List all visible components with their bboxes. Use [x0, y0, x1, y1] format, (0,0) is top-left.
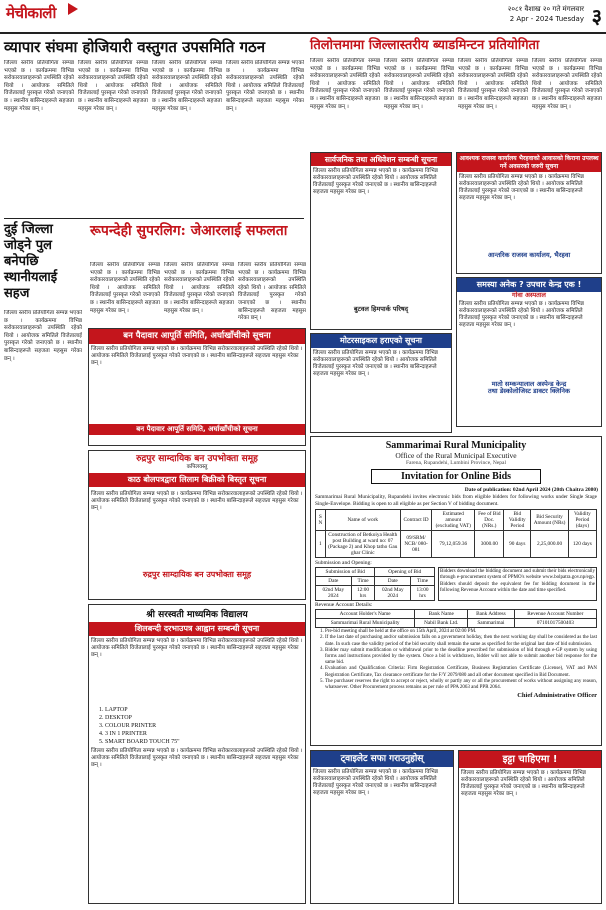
- notice-title: काठ बोलपत्रद्वारा लिलाम बिक्रीको बिस्तृत सूचना: [89, 473, 305, 487]
- public-notice: [456, 152, 602, 274]
- table-header-cell: Revenue Account Number: [514, 610, 596, 619]
- hospital-ad: [456, 277, 602, 427]
- table-cell: 07101017500403: [514, 619, 596, 628]
- table-header-cell: Bank Address: [468, 610, 515, 619]
- submission-block: [311, 567, 601, 601]
- notice-conditions: जिल्ला स्तरीय प्रतियोगिता सम्पन्न भएको छ । कार्यक्रममा विभिन्न सरोकारवालाहरूको उपस्थिति रहेको थियो । आयोजक समितिले विजेतालाई पुरस्कृत गरेको जनाएको छ । स्थानीय बासिन्दाहरूले सहजता महसुस गरेका छन् ।: [91, 748, 303, 768]
- article-headline: व्यापार संघमा होजियारी वस्तुगत उपसमिति गठन: [4, 38, 266, 56]
- public-notice: [310, 333, 452, 433]
- table-cell: 1: [316, 531, 326, 558]
- table-cell: 02nd May 2024: [316, 586, 352, 601]
- table-header-cell: Bid Validity Period: [504, 510, 531, 531]
- table-cell: 2,25,000.00: [531, 531, 569, 558]
- list-item: 4. 3 IN 1 PRINTER: [105, 730, 305, 738]
- tender-point: 4. Evaluation and Qualification Criteria: Firm Registration Certificate, Business Registration Certificate (License), VAT and PAN Registration Certificate, Tax clearance certificate for the F/Y 2079/080 and all other document specified in Bid Document.: [325, 666, 597, 678]
- newspaper-logo: [6, 3, 88, 29]
- masthead: [0, 0, 606, 34]
- article-body: जिल्ला स्तरीय प्रतियोगिता सम्पन्न भएको छ । कार्यक्रममा विभिन्न सरोकारवालाहरूको उपस्थिति रहेको थियो । आयोजक समितिले विजेतालाई पुरस्कृत गरेको जनाएको छ । स्थानीय बासिन्दाहरूले सहजता महसुस गरेका छन् ।: [164, 262, 234, 314]
- tender-table-wrap: [311, 508, 601, 559]
- table-cell: 13:00 hrs: [411, 586, 435, 601]
- table-header-cell: Time: [411, 577, 435, 586]
- table-cell: 09/SRM/ NCB/ 080-081: [400, 531, 431, 558]
- date-english: 2 Apr - 2024 Tuesday: [509, 15, 584, 23]
- list-item: 5. SMART BOARD TOUCH 75": [105, 738, 305, 746]
- notice-signoff: रुद्रपुर साम्दायिक बन उपभोक्ता समूह: [142, 569, 252, 579]
- table-header-cell: Estimated amount (excluding VAT): [432, 510, 475, 531]
- table-header-cell: Name of work: [325, 510, 400, 531]
- tender-notice: [310, 436, 602, 746]
- submission-heading: Submission and Opening:: [315, 560, 372, 567]
- brick-ad: [458, 750, 602, 904]
- school-notice: [88, 604, 306, 904]
- table-cell: Sammarimai Rural Municipality: [316, 619, 415, 628]
- table-cell: Nabil Bank Ltd.: [415, 619, 468, 628]
- table-cell: 120 days: [568, 531, 596, 558]
- table-cell: 79,12,059.36: [432, 531, 475, 558]
- public-notice: [88, 450, 306, 600]
- article-body: जिल्ला स्तरीय प्रतियोगिता सम्पन्न भएको छ । कार्यक्रममा विभिन्न सरोकारवालाहरूको उपस्थिति रहेको थियो । आयोजक समितिले विजेतालाई पुरस्कृत गरेको जनाएको छ । स्थानीय बासिन्दाहरूले सहजता महसुस गरेका छन् ।: [458, 58, 528, 110]
- ad-body: जिल्ला स्तरीय प्रतियोगिता सम्पन्न भएको छ । कार्यक्रममा विभिन्न सरोकारवालाहरूको उपस्थिति रहेको थियो । आयोजक समितिले विजेतालाई पुरस्कृत गरेको जनाएको छ । स्थानीय बासिन्दाहरूले सहजता महसुस गरेका छन् ।: [459, 301, 584, 328]
- table-header-cell: Account Holder's Name: [316, 610, 415, 619]
- table-header-cell: Fee of Bid Doc. (NRs.): [475, 510, 504, 531]
- table-header-cell: Submission of Bid: [316, 568, 375, 577]
- tender-points: [311, 628, 601, 691]
- table-cell: Construction of Betkoiya Health post Building at ward no: 07 (Package 2) and Khop tatho Gau ghar Clinic: [325, 531, 400, 558]
- table-header-cell: Bid Security Amount (NRs): [531, 510, 569, 531]
- notice-signoff: बुटवल हिमपार्क परिषद्: [353, 305, 409, 313]
- tender-pub-date: Date of publication: 02nd April 2024 (20th Chaitra 2080): [464, 487, 598, 493]
- divider: [4, 218, 304, 219]
- article-headline: दुई जिल्ला जोड्ने पुल बनेपछि स्थानीयलाई सहज: [4, 222, 58, 301]
- date-nepali: २०८१ वैशाख २० गते मंगलवार: [507, 5, 584, 13]
- notice-signoff: आन्तरिक राजस्व कार्यालय, भैरहवा: [487, 251, 571, 259]
- page-number: ३: [591, 4, 602, 28]
- table-cell: 90 days: [504, 531, 531, 558]
- date-box: [508, 4, 584, 24]
- list-item: 2. DESKTOP: [105, 714, 305, 722]
- logo-text: मेचीकाली: [6, 4, 56, 22]
- ad-footer: मातो सम्कन्यालाल अस्पेन्ड केन्द्र: [491, 380, 567, 388]
- ad-body: जिल्ला स्तरीय प्रतियोगिता सम्पन्न भएको छ । कार्यक्रममा विभिन्न सरोकारवालाहरूको उपस्थिति रहेको थियो । आयोजक समितिले विजेतालाई पुरस्कृत गरेको जनाएको छ । स्थानीय बासिन्दाहरूले सहजता महसुस गरेका छन् ।: [313, 769, 438, 796]
- submission-note: Bidders download the bidding document and submit their bids electronically through e-procurement system of PPMO's website www.bolpatra.gov.np/egp. Bidders should deposit the equivalent fee for bidding document in the following Revenue Account within the date and time specified.: [438, 567, 597, 601]
- table-header-cell: Date: [316, 577, 352, 586]
- table-header-cell: Contract ID: [400, 510, 431, 531]
- table-header-row: [316, 510, 597, 531]
- article-body: जिल्ला स्तरीय प्रतियोगिता सम्पन्न भएको छ । कार्यक्रममा विभिन्न सरोकारवालाहरूको उपस्थिति रहेको थियो । आयोजक समितिले विजेतालाई पुरस्कृत गरेको जनाएको छ । स्थानीय बासिन्दाहरूले सहजता महसुस गरेका छन् ।: [226, 60, 304, 112]
- article-body: जिल्ला स्तरीय प्रतियोगिता सम्पन्न भएको छ । कार्यक्रममा विभिन्न सरोकारवालाहरूको उपस्थिति रहेको थियो । आयोजक समितिले विजेतालाई पुरस्कृत गरेको जनाएको छ । स्थानीय बासिन्दाहरूले सहजता महसुस गरेका छन् ।: [238, 262, 306, 322]
- article-headline: रूपन्देही सुपरलिग: जेआरलाई सफलता: [90, 223, 288, 239]
- tender-office: Office of the Rural Municipal Executive: [395, 451, 517, 460]
- submission-table: [315, 567, 435, 601]
- tender-table: [315, 509, 597, 558]
- table-cell: Sammarimai: [468, 619, 515, 628]
- tender-point: 5. The purchaser reserves the right to accept or reject, wholly or partly any or all the procurement of works without assigning any reason, whatsoever. Other Procurement process remains as per rule of PPA 2063 and PPR 2064.: [325, 679, 597, 691]
- article-body: जिल्ला स्तरीय प्रतियोगिता सम्पन्न भएको छ । कार्यक्रममा विभिन्न सरोकारवालाहरूको उपस्थिति रहेको थियो । आयोजक समितिले विजेतालाई पुरस्कृत गरेको जनाएको छ । स्थानीय बासिन्दाहरूले सहजता महसुस गरेका छन् ।: [152, 60, 222, 112]
- notice-body: जिल्ला स्तरीय प्रतियोगिता सम्पन्न भएको छ । कार्यक्रममा विभिन्न सरोकारवालाहरूको उपस्थिति रहेको थियो । आयोजक समितिले विजेतालाई पुरस्कृत गरेको जनाएको छ । स्थानीय बासिन्दाहरूले सहजता महसुस गरेका छन् ।: [91, 638, 303, 658]
- tender-address: Farena, Rupandehi, Lumbini Province, Nepal: [405, 460, 507, 466]
- notice-footer: बन पैदावार आपूर्ति समिति, अर्घाखाँचीको सूचना: [89, 424, 305, 435]
- table-header-cell: S N: [316, 510, 326, 531]
- notice-title: आवश्यक राजस्व कार्यालय भैरहवाको आवासको किराना उपलब्ध गर्ने अवसरको जरुरी सूचना: [457, 153, 601, 172]
- ad-footer: तथा डेस्कोलोजिस्ट डाक्टर क्लिनिक: [488, 387, 570, 395]
- tender-point: 3. Bidder may submit modification or withdrawal prior to the deadline prescribed for submission of bid through e-GP system by using forms and instructions provided by the system. Once a bid is withdrawn, bidder will not able to submit another bid response for the same bid.: [325, 648, 597, 667]
- notice-body: जिल्ला स्तरीय प्रतियोगिता सम्पन्न भएको छ । कार्यक्रममा विभिन्न सरोकारवालाहरूको उपस्थिति रहेको थियो । आयोजक समितिले विजेतालाई पुरस्कृत गरेको जनाएको छ । स्थानीय बासिन्दाहरूले सहजता महसुस गरेका छन् ।: [313, 350, 438, 377]
- article-headline: तिलोत्तमामा जिल्लास्तरीय ब्याडमिन्टन प्रतियोगिता: [310, 38, 540, 53]
- tender-title: Invitation for Online Bids: [371, 469, 541, 484]
- table-row: [316, 531, 597, 558]
- notice-title: शिलबन्दी दरभाउपत्र आह्वान सम्बन्धी सूचना: [89, 622, 305, 636]
- ad-title: ट्वाइलेट सफा गराउनुहोस्: [311, 751, 453, 767]
- list-item: 1. LAPTOP: [105, 706, 305, 714]
- tender-point: 2. If the last date of purchasing and/or submission falls on a government holiday, then the next working day shall be considered as the last date. In such case the validity period of the bid security shall remain the same as specified for the original last date of bid submission.: [325, 635, 597, 647]
- ad-subtitle: गोवा अस्पताल: [512, 291, 546, 299]
- notice-title: मोटरसाइकल हराएको सूचना: [311, 334, 451, 348]
- tender-intro: Sammarimai Rural Municipality, Rupandehi invites electronic bids from eligible bidders for following works under Single Stage Single-Envelope. Bidding is open to all eligible as per Section V of bidding document.: [315, 494, 597, 507]
- notice-body: जिल्ला स्तरीय प्रतियोगिता सम्पन्न भएको छ । कार्यक्रममा विभिन्न सरोकारवालाहरूको उपस्थिति रहेको थियो । आयोजक समितिले विजेतालाई पुरस्कृत गरेको जनाएको छ । स्थानीय बासिन्दाहरूले सहजता महसुस गरेका छन् ।: [91, 491, 303, 511]
- account-table: [315, 609, 597, 628]
- list-item: 3. COLOUR PRINTER: [105, 722, 305, 730]
- ad-body: जिल्ला स्तरीय प्रतियोगिता सम्पन्न भएको छ । कार्यक्रममा विभिन्न सरोकारवालाहरूको उपस्थिति रहेको थियो । आयोजक समितिले विजेतालाई पुरस्कृत गरेको जनाएको छ । स्थानीय बासिन्दाहरूले सहजता महसुस गरेका छन् ।: [461, 770, 586, 797]
- public-notice: [310, 152, 452, 330]
- table-header-cell: Validity Period (days): [568, 510, 596, 531]
- article-body: जिल्ला स्तरीय प्रतियोगिता सम्पन्न भएको छ । कार्यक्रममा विभिन्न सरोकारवालाहरूको उपस्थिति रहेको थियो । आयोजक समितिले विजेतालाई पुरस्कृत गरेको जनाएको छ । स्थानीय बासिन्दाहरूले सहजता महसुस गरेका छन् ।: [90, 262, 160, 314]
- account-table-wrap: [311, 609, 601, 628]
- table-header-cell: Date: [375, 577, 411, 586]
- ad-title: इट्टा चाहिएमा !: [459, 751, 601, 768]
- tender-signoff: Chief Administrative Officer: [517, 692, 597, 700]
- article-body: जिल्ला स्तरीय प्रतियोगिता सम्पन्न भएको छ । कार्यक्रममा विभिन्न सरोकारवालाहरूको उपस्थिति रहेको थियो । आयोजक समितिले विजेतालाई पुरस्कृत गरेको जनाएको छ । स्थानीय बासिन्दाहरूले सहजता महसुस गरेका छन् ।: [310, 58, 380, 110]
- article-body: जिल्ला स्तरीय प्रतियोगिता सम्पन्न भएको छ । कार्यक्रममा विभिन्न सरोकारवालाहरूको उपस्थिति रहेको थियो । आयोजक समितिले विजेतालाई पुरस्कृत गरेको जनाएको छ । स्थानीय बासिन्दाहरूले सहजता महसुस गरेका छन् ।: [4, 310, 82, 362]
- ad-title: समस्या अनेक ? उपचार केन्द्र एक !: [457, 278, 601, 292]
- table-header-cell: Time: [351, 577, 375, 586]
- article-body: जिल्ला स्तरीय प्रतियोगिता सम्पन्न भएको छ । कार्यक्रममा विभिन्न सरोकारवालाहरूको उपस्थिति रहेको थियो । आयोजक समितिले विजेतालाई पुरस्कृत गरेको जनाएको छ । स्थानीय बासिन्दाहरूले सहजता महसुस गरेका छन् ।: [532, 58, 602, 110]
- notice-org: श्री सरस्वती माध्यमिक विद्यालय: [146, 610, 248, 620]
- article-body: जिल्ला स्तरीय प्रतियोगिता सम्पन्न भएको छ । कार्यक्रममा विभिन्न सरोकारवालाहरूको उपस्थिति रहेको थियो । आयोजक समितिले विजेतालाई पुरस्कृत गरेको जनाएको छ । स्थानीय बासिन्दाहरूले सहजता महसुस गरेका छन् ।: [4, 60, 74, 112]
- notice-body: जिल्ला स्तरीय प्रतियोगिता सम्पन्न भएको छ । कार्यक्रममा विभिन्न सरोकारवालाहरूको उपस्थिति रहेको थियो । आयोजक समितिले विजेतालाई पुरस्कृत गरेको जनाएको छ । स्थानीय बासिन्दाहरूले सहजता महसुस गरेका छन् ।: [91, 346, 303, 366]
- flag-icon: [68, 3, 78, 15]
- toilet-ad: [310, 750, 454, 904]
- table-cell: 3000.00: [475, 531, 504, 558]
- notice-address: कपिलवस्तु: [186, 464, 208, 470]
- notice-body: जिल्ला स्तरीय प्रतियोगिता सम्पन्न भएको छ । कार्यक्रममा विभिन्न सरोकारवालाहरूको उपस्थिति रहेको थियो । आयोजक समितिले विजेतालाई पुरस्कृत गरेको जनाएको छ । स्थानीय बासिन्दाहरूले सहजता महसुस गरेका छन् ।: [459, 174, 584, 201]
- tender-org: Sammarimai Rural Municipality: [385, 440, 527, 451]
- table-cell: 02nd May 2024: [375, 586, 411, 601]
- notice-title: सार्वजनिक तथा अधिवेशन सम्बन्धी सूचना: [311, 153, 451, 166]
- notice-body: जिल्ला स्तरीय प्रतियोगिता सम्पन्न भएको छ । कार्यक्रममा विभिन्न सरोकारवालाहरूको उपस्थिति रहेको थियो । आयोजक समितिले विजेतालाई पुरस्कृत गरेको जनाएको छ । स्थानीय बासिन्दाहरूले सहजता महसुस गरेका छन् ।: [313, 168, 438, 195]
- article-body: जिल्ला स्तरीय प्रतियोगिता सम्पन्न भएको छ । कार्यक्रममा विभिन्न सरोकारवालाहरूको उपस्थिति रहेको थियो । आयोजक समितिले विजेतालाई पुरस्कृत गरेको जनाएको छ । स्थानीय बासिन्दाहरूले सहजता महसुस गरेका छन् ।: [78, 60, 148, 112]
- item-list: [89, 706, 305, 746]
- table-cell: 12:00 hrs: [351, 586, 375, 601]
- tender-point: 1. Pre-bid meeting shall be held at the office on 15th April, 2024 at 02:00 PM.: [325, 629, 597, 635]
- notice-title: बन पैदावार आपूर्ति समिति, अर्घाखाँचीको सूचना: [89, 329, 305, 344]
- notice-org: रुद्रपुर साम्दायिक बन उपभोक्ता समूह: [136, 454, 258, 464]
- table-header-cell: Opening of Bid: [375, 568, 435, 577]
- table-header-cell: Bank Name: [415, 610, 468, 619]
- public-notice: [88, 328, 306, 446]
- account-heading: Revenue Account Details:: [315, 602, 373, 609]
- article-body: जिल्ला स्तरीय प्रतियोगिता सम्पन्न भएको छ । कार्यक्रममा विभिन्न सरोकारवालाहरूको उपस्थिति रहेको थियो । आयोजक समितिले विजेतालाई पुरस्कृत गरेको जनाएको छ । स्थानीय बासिन्दाहरूले सहजता महसुस गरेका छन् ।: [384, 58, 454, 110]
